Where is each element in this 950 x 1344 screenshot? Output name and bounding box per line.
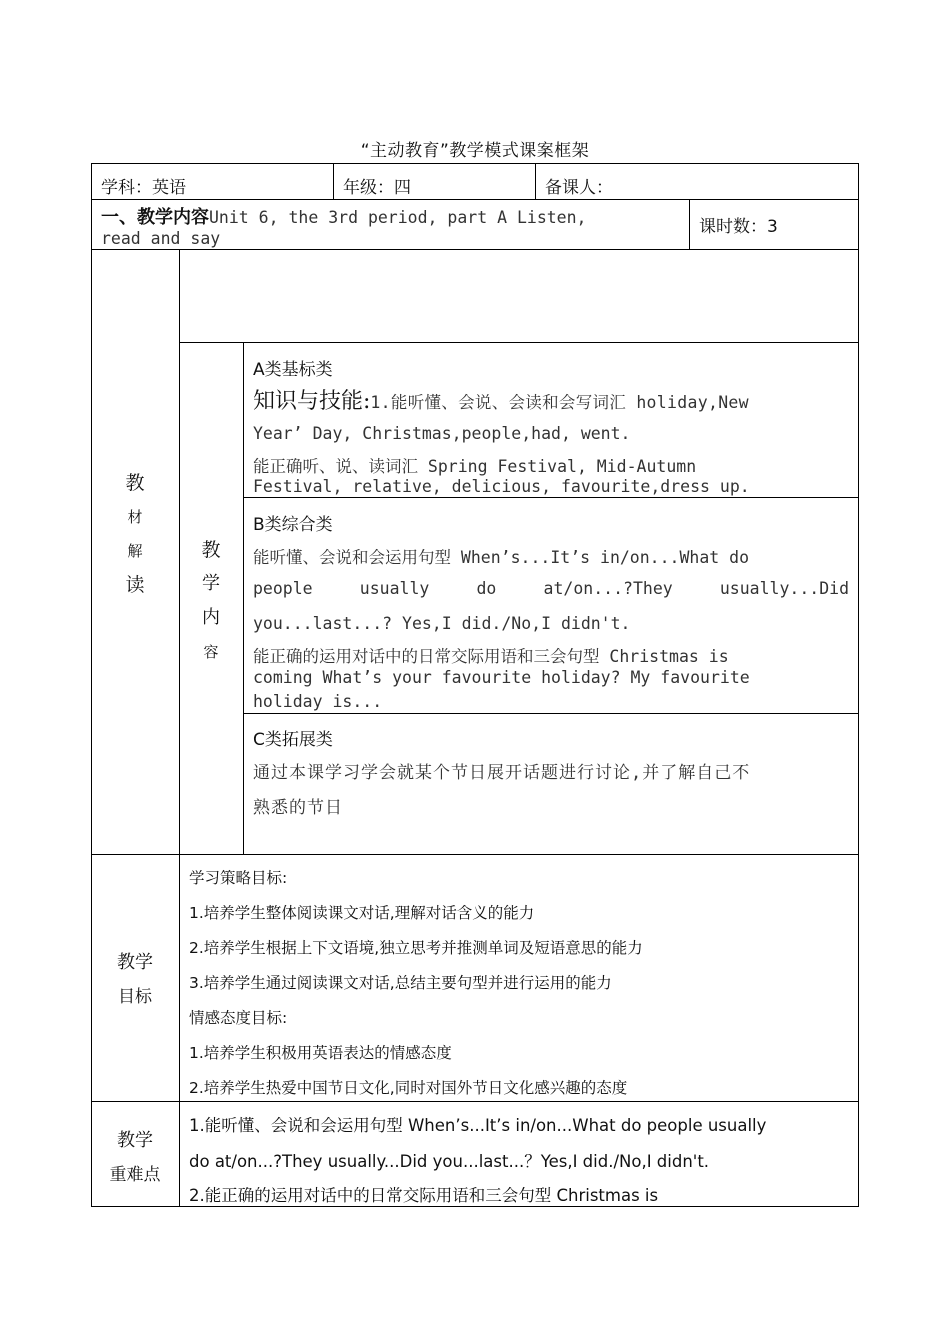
section-a-heading: A类基标类 [253, 360, 333, 380]
teaching-goals-label: 教学 目标 [117, 952, 153, 1007]
teaching-content-label: 一、教学内容 [101, 207, 209, 228]
section-b-line-6: holiday is... [253, 692, 383, 711]
preparer-field: 备课人： [545, 178, 613, 198]
section-c-line-2: 熟悉的节日 [253, 798, 343, 818]
subject-field: 学科：英语 [101, 178, 186, 198]
key-points-label: 教学 重难点 [109, 1130, 161, 1185]
key-point-item: 2.能正确的运用对话中的日常交际用语和三会句型 Christmas is [189, 1186, 659, 1205]
goals-item: 2.培养学生根据上下文语境,独立思考并推测单词及短语意思的能力 [189, 939, 643, 957]
section-b-line-3: you...last...? Yes,I did./No,I didn't. [253, 614, 631, 633]
section-b-line-4: 能正确的运用对话中的日常交际用语和三会句型 Christmas is [253, 647, 729, 666]
section-a-line-1: 知识与技能:1.能听懂、会说、会读和会写词汇 holiday,New [253, 389, 749, 414]
goals-item: 3.培养学生通过阅读课文对话,总结主要句型并进行运用的能力 [189, 974, 612, 992]
teaching-content-text-2: read and say [101, 229, 221, 248]
section-b-line-5: coming What’s your favourite holiday? My favourite [253, 668, 750, 687]
section-b-line-1: 能听懂、会说和会运用句型 When’s...It’s in/on...What do [253, 548, 750, 567]
grade-field: 年级：四 [343, 178, 411, 198]
key-point-item: do at/on...?They usually...Did you...last...？Yes,I did./No,I didn't. [189, 1152, 710, 1171]
teaching-content-row [101, 203, 587, 229]
section-c-line-1: 通过本课学习学会就某个节日展开话题进行讨论,并了解自己不 [253, 763, 751, 783]
document-title: “主动教育”教学模式课案框架 [360, 141, 590, 161]
section-a-line-2: Year’ Day, Christmas,people,had, went. [253, 424, 631, 443]
teaching-content-text-1: Unit 6, the 3rd period, part A Listen, [209, 208, 587, 227]
section-b-line-2: people usually do at/on...?They usually...Did [253, 579, 849, 598]
goals-item: 1.培养学生整体阅读课文对话,理解对话含义的能力 [189, 904, 535, 922]
goals-item: 学习策略目标: [189, 869, 288, 887]
knowledge-skills-label: 知识与技能: [253, 389, 371, 414]
section-a-line-4: Festival, relative, delicious, favourite,dress up. [253, 477, 750, 496]
class-hours: 课时数：3 [699, 217, 778, 237]
goals-item: 2.培养学生热爱中国节日文化,同时对国外节日文化感兴趣的态度 [189, 1079, 628, 1097]
material-analysis-label: 教 材 解 读 [125, 472, 145, 596]
section-a-line-3: 能正确听、说、读词汇 Spring Festival, Mid-Autumn [253, 457, 697, 476]
goals-item: 情感态度目标: [189, 1009, 288, 1027]
key-point-item: 1.能听懂、会说和会运用句型 When’s...It’s in/on...What do people usually [189, 1116, 767, 1135]
goals-item: 1.培养学生积极用英语表达的情感态度 [189, 1044, 452, 1062]
section-c-heading: C类拓展类 [253, 730, 333, 750]
section-b-heading: B类综合类 [253, 515, 333, 535]
teaching-content-side-label: 教 学 内 容 [201, 539, 221, 661]
